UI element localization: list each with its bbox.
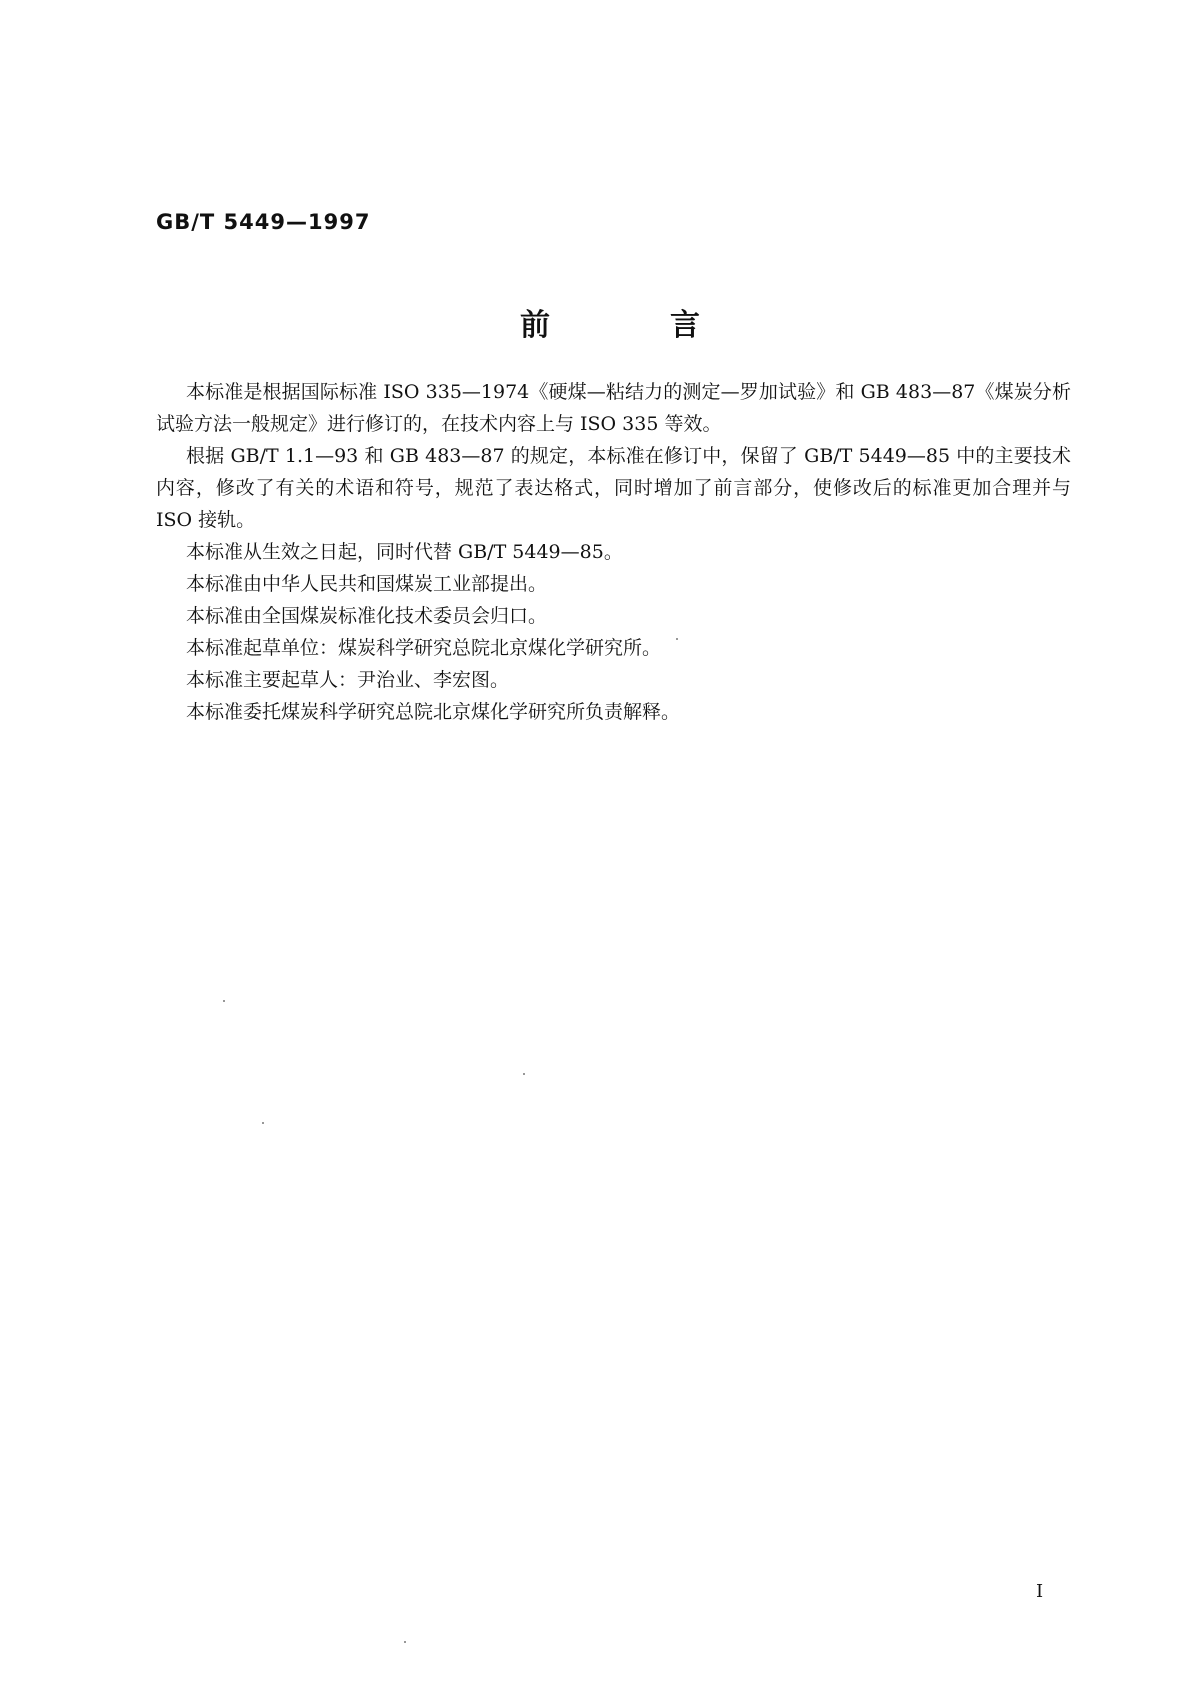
foreword-body: [156, 376, 1071, 728]
standard-number: GB/T 5449—1997: [156, 210, 371, 234]
page-number: I: [1036, 1581, 1044, 1602]
paragraph-revision: 根据 GB/T 1.1—93 和 GB 483—87 的规定，本标准在修订中，保留了 GB/T 5449—85 中的主要技术内容，修改了有关的术语和符号，规范了表达格式，同时增加了前言部分，使修改后的标准更加合理并与 ISO 接轨。: [156, 445, 1071, 531]
scan-speck: [523, 1073, 525, 1075]
title-char-1: 前: [520, 308, 550, 343]
paragraph-drafting-unit: 本标准起草单位：煤炭科学研究总院北京煤化学研究所。: [186, 637, 662, 659]
scan-speck: [676, 638, 678, 640]
scan-speck: [404, 1641, 406, 1643]
paragraph-administrator: 本标准由全国煤炭标准化技术委员会归口。: [186, 605, 548, 627]
paragraph-proposer: 本标准由中华人民共和国煤炭工业部提出。: [186, 573, 548, 595]
page-title: [520, 300, 700, 344]
scan-speck: [262, 1122, 264, 1124]
scan-speck: [223, 1000, 225, 1002]
paragraph-basis: 本标准是根据国际标准 ISO 335—1974《硬煤—粘结力的测定—罗加试验》和 GB 483—87《煤炭分析试验方法一般规定》进行修订的，在技术内容上与 ISO 335 等效。: [156, 381, 1071, 435]
paragraph-interpretation: 本标准委托煤炭科学研究总院北京煤化学研究所负责解释。: [186, 701, 681, 723]
paragraph-effective: 本标准从生效之日起，同时代替 GB/T 5449—85。: [186, 541, 623, 563]
paragraph-drafters: 本标准主要起草人：尹治业、李宏图。: [186, 669, 510, 691]
title-char-2: 言: [670, 308, 700, 343]
